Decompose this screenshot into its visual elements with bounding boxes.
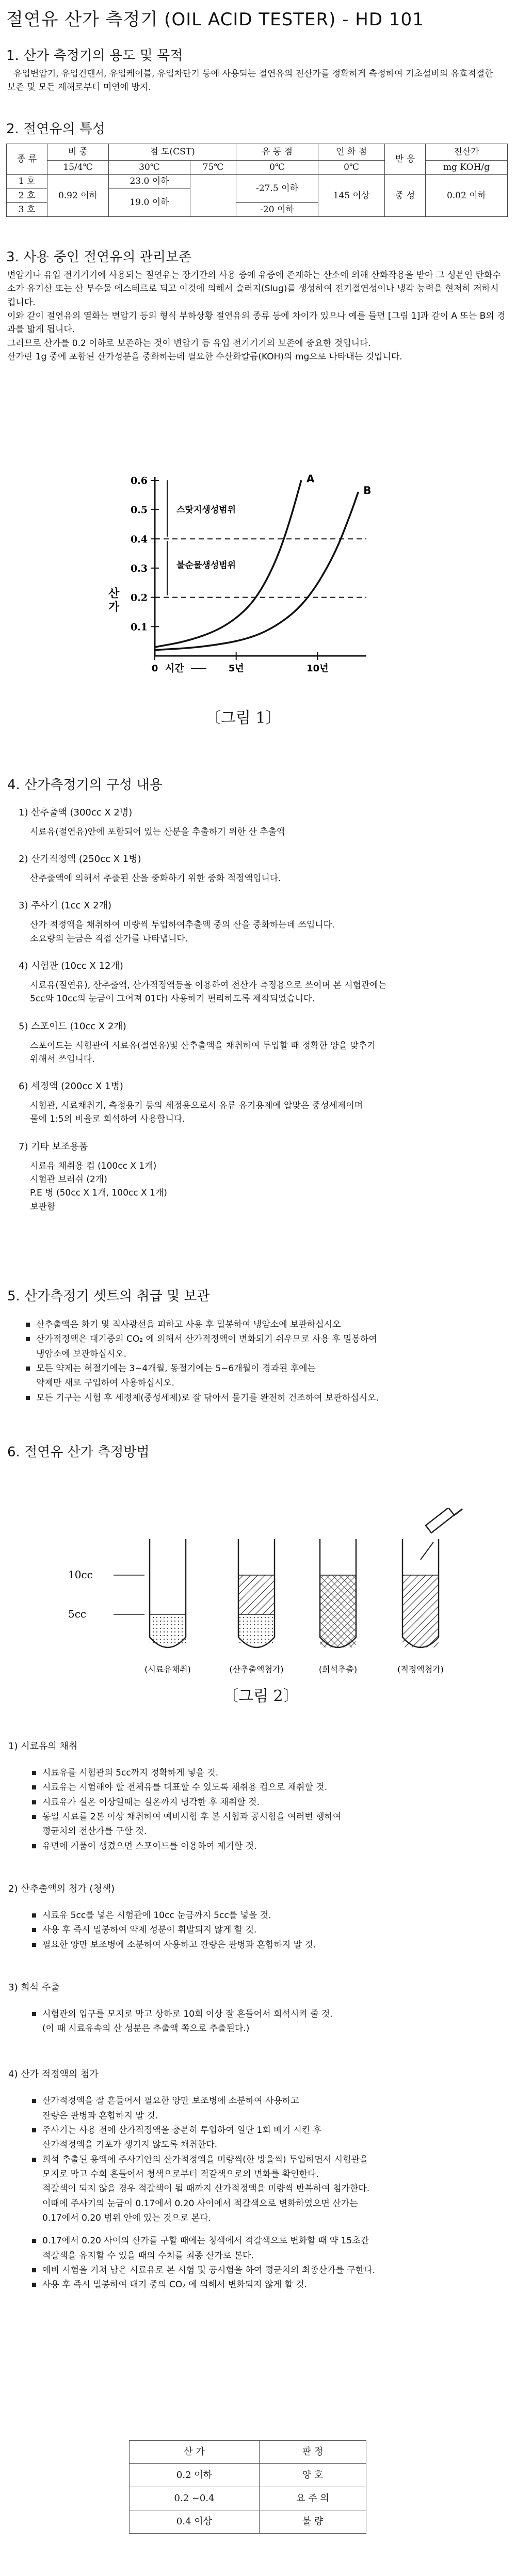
component-title: 4) 시험관 (10cc X 12개): [19, 961, 123, 972]
tube-3-label: (희석추출): [318, 1664, 358, 1674]
col-pour-sub: 0℃: [236, 161, 318, 175]
section-3-para-2: 이와 같이 절연유의 열화는 변압기 등의 형식 부하상황 절연유의 종류 등에 차이가 있으나 예를 들면 [그림 1]과 같이 A 또는 B의 경과를 밟게 됩니다.: [7, 311, 506, 335]
step-title: 2) 산추출액의 첨가 (청색): [8, 1883, 115, 1894]
component-desc: 소요량의 눈금은 직접 산가를 나타냅니다.: [30, 933, 188, 944]
step-item: 사용 후 즉시 밀봉하여 대기 중의 CO₂ 에 의해서 변화되지 않게 할 것.: [29, 2278, 504, 2291]
handling-item: 산추출액은 화기 및 직사광선을 피하고 사용 후 밀봉하여 냉암소에 보관하십시오: [23, 1318, 503, 1331]
cell-pour-3: -20 이하: [236, 203, 318, 217]
step-item: 산가적정액을 잘 흔들어서 필요한 양만 보조병에 소분하여 사용하고: [29, 2094, 504, 2108]
measurement-step: [8, 2067, 504, 2291]
step-title: 1) 시료유의 채취: [8, 1741, 78, 1752]
oil-properties-table: [6, 144, 508, 217]
tube-diluted-extraction: [320, 1539, 356, 1647]
y-axis-label-char: 산: [108, 587, 120, 601]
step-item: 시료유를 시험관의 5cc까지 정확하게 넣을 것.: [29, 1766, 504, 1780]
x-axis-label: 시간: [165, 663, 184, 674]
step-item: 0.17에서 0.20 범위 안에 있는 것으로 본다.: [42, 2213, 212, 2224]
handling-item: 냉암소에 보관하십시오.: [36, 1348, 127, 1359]
component-item: [19, 1079, 504, 1126]
component-title: 1) 산추출액 (300cc X 2병): [19, 807, 133, 818]
step-item: 적갈색을 유지할 수 있을 때의 수치를 최종 산가로 본다.: [42, 2250, 254, 2261]
step-item: (이 때 시료유속의 산 성분은 추출액 쪽으로 추출된다.): [42, 2023, 250, 2034]
step-item: 필요한 양만 보조병에 소분하여 사용하고 잔량은 관병과 혼합하지 말 것.: [29, 1938, 504, 1952]
mark-10cc-label: 10cc: [68, 1568, 93, 1581]
measurement-step: [8, 1981, 504, 2036]
tube-2-label: (산추출액첨가): [229, 1664, 284, 1674]
component-item: [19, 1140, 504, 1214]
component-item: [19, 852, 504, 885]
cell-flash: 145 이상: [318, 175, 385, 217]
component-desc: 산가 적정액을 채취하여 미량씩 투입하여추출액 중의 산을 중화하는데 쓰입니다.: [30, 920, 335, 931]
page-title: 절연유 산가 측정기 (OIL ACID TESTER) - HD 101: [6, 9, 424, 30]
step-item: 이때에 주사기의 눈금이 0.17에서 0.20 사이에서 적갈색으로 변화하였으면 산가는: [42, 2198, 358, 2209]
y-axis-label-char: 가: [108, 601, 120, 614]
col-gravity-sub: 15/4℃: [47, 161, 109, 175]
handling-list: [23, 1318, 503, 1406]
component-desc: 시료유 채취용 컵 (100cc X 1개): [30, 1160, 157, 1171]
component-item: [19, 899, 504, 946]
syringe-icon: [421, 1508, 462, 1560]
step-item: 시험관의 입구를 모지로 막고 상하로 10회 이상 잘 흔들어서 희석시켜 줄 것.: [29, 2007, 504, 2021]
component-desc: 시료유(절연유)안에 포함되어 있는 산분을 추출하기 위한 산 추출액: [30, 826, 285, 837]
component-item: [19, 1019, 504, 1066]
step-item: [29, 2226, 504, 2233]
row-kind-2: 2 호: [7, 189, 47, 202]
tube-titrant-added: [402, 1539, 439, 1647]
col-flash: 인 화 점: [318, 144, 385, 161]
col-gravity: 비 중: [47, 144, 109, 161]
row-kind-3: 3 호: [7, 203, 47, 217]
cell-pour-12: -27.5 이하: [236, 175, 318, 203]
tube-1-label: (시료유채취): [144, 1664, 191, 1674]
series-label-b: B: [363, 484, 372, 497]
step-item: 시료유 5cc를 넣은 시험관에 10cc 눈금까지 5cc를 넣을 것.: [29, 1909, 504, 1922]
step-item: 적갈색이 되지 않을 경우 적갈색이 될 때까지 산가적정액을 미량씩 반복하여 첨가한다.: [42, 2184, 370, 2194]
col-acid-sub: mg KOH/g: [426, 161, 508, 175]
y-tick-label: 0.3: [130, 563, 148, 574]
step-list: [8, 2007, 504, 2036]
mark-5cc-label: 5cc: [68, 1608, 87, 1620]
cell-reaction: 중 성: [385, 175, 426, 217]
section-3-para-1: 변압기나 유입 전기기기에 사용되는 절연유는 장기간의 사용 중에 유중에 존재하는 산소에 의해 산화작용을 받아 그 성분인 탄화수소가 유기산 또는 산 부수물 에스테르로 되고 이것에 의해서 슬러지(Slug)를 생성하여 전기절연성이나 냉각 능력을 현저히 저하시킵니다.: [7, 270, 501, 308]
measurement-steps: [8, 1739, 504, 2293]
component-desc: 시료유(절연유), 산추출액, 산가적정액등을 이용하여 전산가 측정용으로 쓰이며 본 시험관에는: [30, 980, 387, 991]
col-acid: 전산가: [426, 144, 508, 161]
step-list: [8, 1766, 504, 1853]
component-item: [19, 806, 504, 839]
step-item: 잔량은 관병과 혼합하지 말 것.: [42, 2110, 158, 2121]
x-tick-label: 10년: [307, 663, 329, 674]
y-tick-label: 0.1: [130, 621, 148, 633]
section-3-body: [7, 269, 507, 364]
col-flash-sub: 0℃: [318, 161, 385, 175]
measurement-step: [8, 1882, 504, 1952]
step-item: 시료유는 시험해야 할 전체유를 대표할 수 있도록 채취용 컵으로 채취할 것.: [29, 1781, 504, 1794]
step-item: 사용 후 즉시 밀봉하여 약제 성분이 휘발되지 않게 할 것.: [29, 1923, 504, 1937]
component-desc: 시험관 브러쉬 (2개): [30, 1174, 107, 1185]
component-desc: 스포이드는 시험관에 시료유(절연유)및 산추출액을 채취하여 투입할 때 정확한 양을 맞추기: [30, 1040, 376, 1051]
component-desc: P.E 병 (50cc X 1개, 100cc X 1개): [30, 1188, 167, 1199]
zone-label-impurity: 불순물생성범위: [176, 560, 236, 571]
handling-item: 모든 기구는 시험 후 세정제(중성세제)로 잘 닦아서 물기를 완전히 건조하여 보관하십시오.: [23, 1391, 503, 1405]
components-list: [19, 806, 504, 1214]
component-desc: 시험관, 시료채취기, 측정용기 등의 세정용으로서 유류 유기용제에 알맞은 중성세제이며: [30, 1101, 363, 1111]
step-item: 산가적정액을 기포가 생기지 않도록 채취한다.: [42, 2140, 218, 2150]
section-3-heading: 3. 사용 중인 절연유의 관리보존: [6, 249, 192, 265]
tube-4-label: (적정액첨가): [397, 1664, 444, 1674]
y-tick-label: 0.5: [130, 504, 148, 516]
component-desc: 위해서 쓰입니다.: [30, 1054, 95, 1064]
figure-1-caption: 〔그림 1〕: [205, 709, 281, 727]
step-list: [8, 1909, 504, 1952]
y-tick-label: 0.6: [130, 475, 148, 486]
x-tick-label: 5년: [228, 663, 244, 674]
handling-item: 약제만 새로 구입하여 사용하십시오.: [36, 1378, 174, 1389]
x-tick-label: 0: [151, 663, 158, 674]
component-title: 3) 주사기 (1cc X 2개): [19, 900, 111, 912]
col-reaction: 반 응: [385, 144, 426, 175]
y-tick-label: 0.2: [130, 592, 148, 604]
series-line-b: [155, 492, 358, 650]
section-3-para-3: 그러므로 산가를 0.2 이하로 보존하는 것이 변압기 등 유입 전기기기의 보존에 중요한 것입니다.: [7, 338, 371, 349]
step-title: 4) 산가 적정액의 첨가: [8, 2069, 99, 2080]
section-2-heading: 2. 절연유의 특성: [6, 121, 106, 137]
zone-label-sludge: 스랏지생성범위: [176, 505, 236, 515]
judge-result: 요 주 의: [259, 2487, 366, 2510]
handling-item: 모든 약제는 허절기에는 3~4개월, 동절기에는 5~6개월이 경과된 후에는: [23, 1362, 503, 1375]
col-pour: 유 동 점: [236, 144, 318, 161]
y-tick-label: 0.4: [130, 533, 148, 545]
tube-extraction-added: [238, 1539, 275, 1647]
judge-header-acid: 산 가: [130, 2441, 260, 2464]
step-item: 동일 시료를 2본 이상 채취하여 예비시험 후 본 시험과 공시험을 여러번 행하여: [29, 1810, 504, 1824]
step-item: 주사기는 사용 전에 산가적정액을 충분히 투입하여 일단 1회 배기 시킨 후: [29, 2124, 504, 2137]
step-item: 모지로 막고 수회 흔들어서 청색으로부터 적갈색으로의 변화를 확인한다.: [42, 2169, 319, 2180]
col-kind: 종 류: [7, 144, 47, 175]
step-item: 희석 추출된 용액에 주사기안의 산가적정액을 미량씩(한 방울씩) 투입하면서 시험관을: [29, 2153, 504, 2166]
cell-gravity: 0.92 이하: [47, 175, 109, 217]
component-desc: 보관함: [30, 1201, 56, 1212]
step-item: 예비 시험을 거쳐 남은 시료유로 본 시험 및 공시험을 하여 평균치의 최종산가를 구한다.: [29, 2264, 504, 2277]
series-label-a: A: [306, 473, 315, 485]
tube-sample-oil: [150, 1539, 186, 1647]
component-desc: 5cc와 10cc의 눈금이 그어져 01다) 사용하기 편리하도록 제작되었습니다.: [30, 994, 315, 1004]
judge-acid: 0.4 이상: [130, 2510, 260, 2534]
component-item: [19, 959, 504, 1006]
step-item: 0.17에서 0.20 사이의 산가를 구할 때에는 청색에서 적갈색으로 변화할 때 약 15초간: [29, 2234, 504, 2248]
judgement-table: [129, 2440, 366, 2534]
component-title: 5) 스포이드 (10cc X 2개): [19, 1020, 126, 1032]
cell-v75: [190, 175, 236, 217]
component-title: 6) 세정액 (200cc X 1병): [19, 1081, 123, 1092]
step-item: 평균치의 전산가를 구할 것.: [42, 1826, 147, 1837]
col-viscosity-75: 75℃: [190, 161, 236, 175]
acid-deterioration-chart: [98, 470, 387, 697]
figure-2-caption: 〔그림 2〕: [223, 1687, 299, 1705]
col-viscosity: 점 도(CST): [109, 144, 236, 161]
section-1-heading: 1. 산가 측정기의 용도 및 목적: [6, 48, 183, 64]
step-item: 유면에 거품이 생겼으면 스포이드를 이용하여 제거할 것.: [29, 1840, 504, 1853]
judge-header-result: 판 정: [259, 2441, 366, 2464]
step-item: 시료유가 실온 이상일때는 실온까지 냉각한 후 채취할 것.: [29, 1796, 504, 1809]
section-4-heading: 4. 산가측정기의 구성 내용: [7, 777, 163, 793]
row-kind-1: 1 호: [7, 175, 47, 189]
cell-v30-23: 19.0 이하: [109, 189, 190, 217]
section-1-body: 유입변압기, 유입컨덴서, 유입케이블, 유입차단기 등에 사용되는 절연유의 전산가를 정확하게 측정하여 기초설비의 유효적절한 보존 및 모든 재해로부터 미연에 방지.: [7, 69, 493, 93]
step-title: 3) 희석 추출: [8, 1982, 60, 1993]
handling-item: 산가적정액은 대기중의 CO₂ 에 의해서 산가적정액이 변화되기 쉬우므로 사용 후 밀봉하여: [23, 1332, 503, 1346]
cell-v30-1: 23.0 이하: [109, 175, 190, 189]
cell-acid: 0.02 이하: [426, 175, 508, 217]
col-viscosity-30: 30℃: [109, 161, 190, 175]
step-list: [8, 2094, 504, 2291]
test-tube-procedure-figure: [62, 1508, 464, 1678]
judge-acid: 0.2 이하: [130, 2464, 260, 2487]
measurement-step: [8, 1739, 504, 1853]
component-desc: 산추출액에 의해서 추출된 산을 중화하기 위한 중화 적정액입니다.: [30, 873, 281, 884]
component-title: 7) 기타 보조용품: [19, 1141, 88, 1152]
component-title: 2) 산가적정액 (250cc X 1병): [19, 854, 141, 865]
judge-acid: 0.2 ~0.4: [130, 2487, 260, 2510]
judge-result: 양 호: [259, 2464, 366, 2487]
section-5-heading: 5. 산가측정기 셋트의 취급 및 보관: [7, 1289, 210, 1304]
section-6-heading: 6. 절연유 산가 측정방법: [7, 1444, 150, 1460]
judge-result: 불 량: [259, 2510, 366, 2534]
section-3-para-4: 산가란 1g 중에 포함된 산가성분을 중화하는데 필요한 수산화칼륨(KOH)의 mg으로 나타내는 것입니다.: [7, 352, 402, 363]
component-desc: 물에 1:5의 비율로 희석하여 사용합니다.: [30, 1114, 185, 1125]
